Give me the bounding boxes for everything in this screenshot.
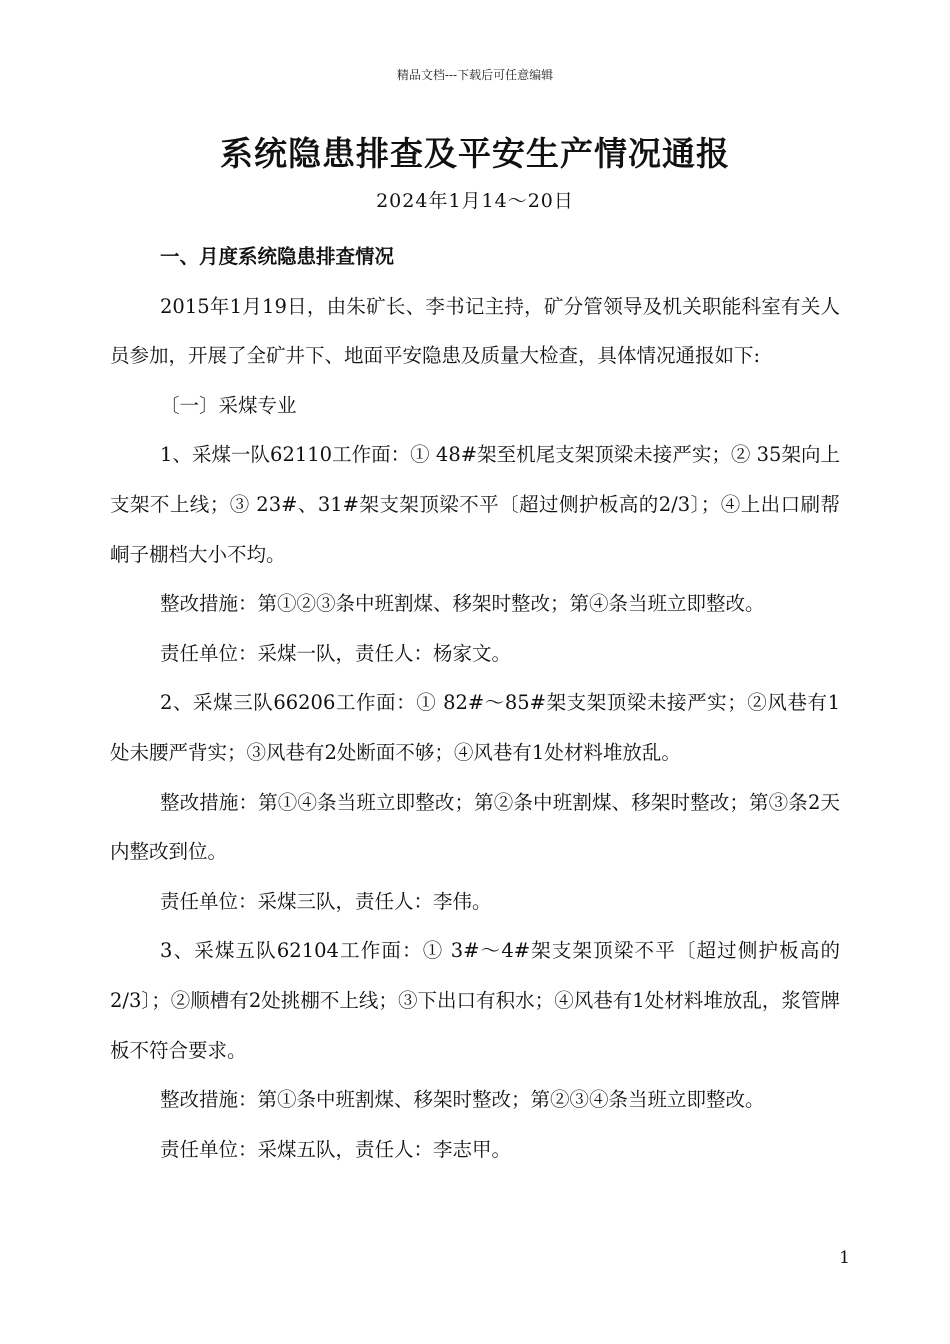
item-issue: 1、采煤一队62110工作面：① 48#架至机尾支架顶梁未接严实；② 35架向上支架不上线；③ 23#、31#架支架顶梁不平〔超过侧护板高的2/3〕；④上出口刷帮峒子棚档大小不均。 xyxy=(110,443,840,566)
document-body xyxy=(110,232,840,1174)
document-title: 系统隐患排查及平安生产情况通报 xyxy=(220,134,730,173)
section-heading: 一、月度系统隐患排查情况 xyxy=(160,245,395,268)
report-date: 2024年1月14～20日 xyxy=(376,190,574,212)
item-responsible: 责任单位：采煤一队，责任人：杨家文。 xyxy=(160,641,512,665)
item-issue: 2、采煤三队66206工作面：① 82#～85#架支架顶梁未接严实；②风巷有1处未腰严背实；③风巷有2处断面不够；④风巷有1处材料堆放乱。 xyxy=(110,691,840,764)
intro-paragraph: 2015年1月19日，由朱矿长、李书记主持，矿分管领导及机关职能科室有关人员参加，开展了全矿井下、地面平安隐患及质量大检查，具体情况通报如下: xyxy=(110,294,840,368)
page-number: 1 xyxy=(839,1248,850,1268)
item-issue: 3、采煤五队62104工作面：① 3#～4#架支架顶梁不平〔超过侧护板高的2/3〕；②顺槽有2处挑棚不上线；③下出口有积水；④风巷有1处材料堆放乱，浆管牌板不符合要求。 xyxy=(110,939,840,1062)
subsection-heading: 〔一〕采煤专业 xyxy=(160,393,297,417)
item-responsible: 责任单位：采煤五队，责任人：李志甲。 xyxy=(160,1137,512,1161)
item-measure: 整改措施：第①条中班割煤、移架时整改；第②③④条当班立即整改。 xyxy=(160,1088,765,1112)
item-measure: 整改措施：第①②③条中班割煤、移架时整改；第④条当班立即整改。 xyxy=(160,592,765,616)
page-header: 精品文档---下载后可任意编辑 xyxy=(396,68,554,82)
item-responsible: 责任单位：采煤三队，责任人：李伟。 xyxy=(160,889,492,913)
item-measure: 整改措施：第①④条当班立即整改；第②条中班割煤、移架时整改；第③条2天内整改到位。 xyxy=(110,790,840,864)
